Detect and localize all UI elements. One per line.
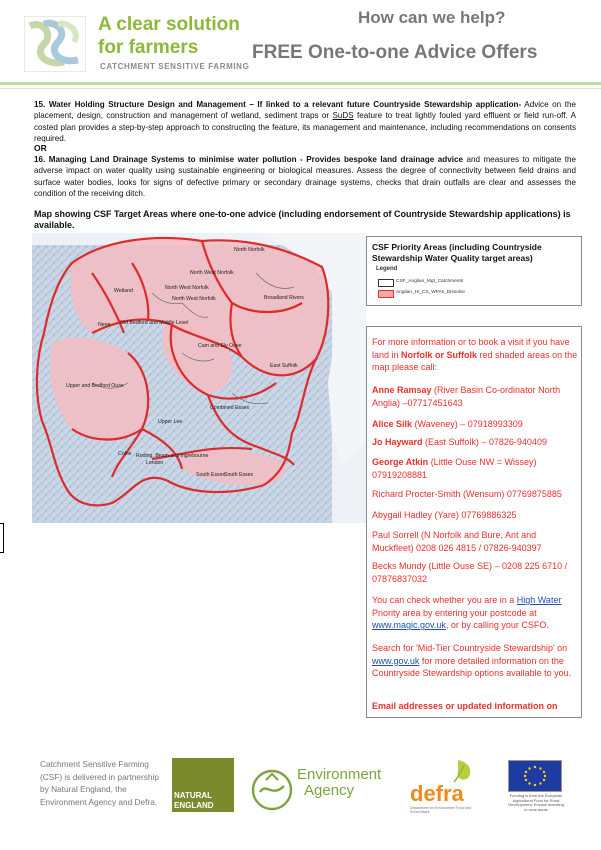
help-title: How can we help? (358, 8, 506, 27)
contact-counties: Norfolk or Suffolk (401, 349, 478, 360)
natural-england-line1: NATURAL (174, 791, 213, 800)
map-label: Cam and Ely Ouse (198, 343, 242, 349)
contact-person: Alice Silk (Waveney) – 07918993309 (372, 419, 523, 429)
map-label: Wetland (114, 288, 133, 294)
map-label: South Essex (196, 472, 226, 478)
header-divider (0, 82, 601, 85)
high-water-link[interactable]: High Water (516, 595, 562, 605)
map-label: Combined Essex (210, 405, 250, 411)
paragraph-16-text: and measures to mitigate the adverse impact on water quality using sustainable engineering or biological measures. Assess the degree of connectivity between field drains and surface water bodies, looks for signs of defective primary or secondary drainage systems, checks that drain outfalls are clear and assesses the condition of the receiving ditch. (34, 155, 576, 199)
brand-line-3: CATCHMENT SENSITIVE FARMING (100, 62, 250, 71)
gov-uk-link[interactable]: www.gov.uk (372, 655, 420, 666)
contact-person: Anne Ramsay (River Basin Co-ordinator North Anglia) –07717451643 (372, 385, 561, 408)
contact-person: Jo Hayward (East Suffolk) – 07826-940409 (372, 437, 547, 447)
or-label: OR (34, 143, 47, 153)
paragraph-16-heading: 16. Managing Land Drainage Systems to minimise water pollution - Provides bespoke land drainage advice (34, 155, 463, 164)
map-label: Broadland Rivers (264, 295, 304, 301)
map-label: South Essex (224, 472, 254, 478)
legend-swatch-priority-areas (378, 290, 394, 298)
map-label: Colne (118, 451, 132, 457)
defra-wordmark: defra (410, 781, 464, 806)
legend-title: CSF Priority Areas (including Countryside Stewardship Water Quality target areas) (372, 242, 542, 263)
environment-agency-line2: Agency (304, 782, 355, 799)
csf-target-areas-map (32, 233, 366, 523)
offers-title: FREE One-to-one Advice Offers (252, 42, 538, 63)
map-label: Roding, Beam and Ingrebourne (136, 453, 209, 459)
map-label: Nene (98, 322, 111, 328)
suds-term: SuDS (332, 111, 354, 121)
paragraph-15-text-b: feature to treat lightly fouled yard effluent or field run-off. A costed plan provides a step-by-step approach to constructing the feature, its management and maintenance, including recommendations on consents required. (34, 111, 576, 144)
map-label: Upper Lee (158, 419, 183, 425)
paragraph-15-text-a: Advice on the placement, design, construction and management of wetland, sediment traps or (34, 100, 576, 121)
header-divider-thin (0, 88, 601, 89)
legend-swatch-catchments (378, 279, 394, 287)
map-label: Upper and Bedford Ouse (66, 383, 124, 389)
email-note: Email addresses or updated information on (372, 701, 558, 711)
eu-funding-text: Funding is from the European Agricultural Fund for Rural Development: Europe investing in rural areas (508, 793, 564, 812)
map-title: Map showing CSF Target Areas where one-to-one advice (including endorsement of Countryside Stewardship applications) is available. (34, 209, 571, 230)
magic-gov-link[interactable]: www.magic.gov.uk (372, 620, 446, 631)
legend-item-catchments: CSF_Anglian_Mgt_Catchments (396, 279, 464, 284)
contact-person: Richard Procter-Smith (Wensum) 07769875885 (372, 489, 562, 499)
map-label: North West Norfolk (165, 285, 209, 291)
paragraph-15-heading: 15. Water Holding Structure Design and Management – If linked to a relevant future Countryside Stewardship application- (34, 100, 522, 109)
contact-intro: For more information or to book a visit if you have land in Norfolk or Suffolk red shaded areas on the map please call: (372, 337, 578, 373)
margin-marker (0, 523, 4, 553)
contact-person: Paul Sorrell (N Norfolk and Bure, Ant and Muckfleet) 0208 026 4815 / 07826-940397 (372, 530, 542, 553)
csf-partnership-text: Catchment Sensitive Farming (CSF) is delivered in partnership by Natural England, the Environment Agency and Defra. (40, 759, 159, 807)
paragraph-15 (34, 99, 576, 145)
legend-item-priority-areas: Anglian_Hi_CS_WPAs_Dissolve (396, 290, 465, 295)
csf-logo (24, 16, 86, 72)
map-label: London (146, 460, 164, 466)
natural-england-line2: ENGLAND (174, 801, 214, 810)
map-label: Old Bedford and Middle Level (120, 320, 189, 326)
brand-line-2: for farmers (98, 37, 199, 58)
contact-person: Becks Mundy (Little Ouse SE) – 0208 225 6710 / 07876837032 (372, 561, 568, 584)
map-label: North West Norfolk (190, 270, 234, 276)
map-label: East Suffolk (270, 363, 298, 369)
stewardship-search: Search for 'Mid-Tier Countryside Stewardship' on www.gov.uk for more detailed information on the Countryside Stewardship options available to you. (372, 643, 572, 679)
defra-subtitle: Department for Environment Food and Rural Affairs (410, 806, 472, 814)
legend-label: Legend (376, 266, 398, 272)
contact-person: Abygail Hadley (Yare) 07769886325 (372, 510, 517, 520)
eu-flag-icon (508, 760, 562, 792)
paragraph-16 (34, 154, 576, 200)
map-label: North West Norfolk (172, 296, 216, 302)
brand-line-1: A clear solution (98, 14, 240, 35)
postcode-check: You can check whether you are in a High Water Priority area by entering your postcode at www.magic.gov.uk, or by calling your CSFO. (372, 595, 562, 631)
environment-agency-line1: Environment (297, 766, 382, 783)
map-label: North Norfolk (234, 247, 265, 253)
environment-agency-icon (250, 768, 294, 812)
contact-person: George Atkin (Little Ouse NW = Wissey) 07919208881 (372, 457, 537, 480)
